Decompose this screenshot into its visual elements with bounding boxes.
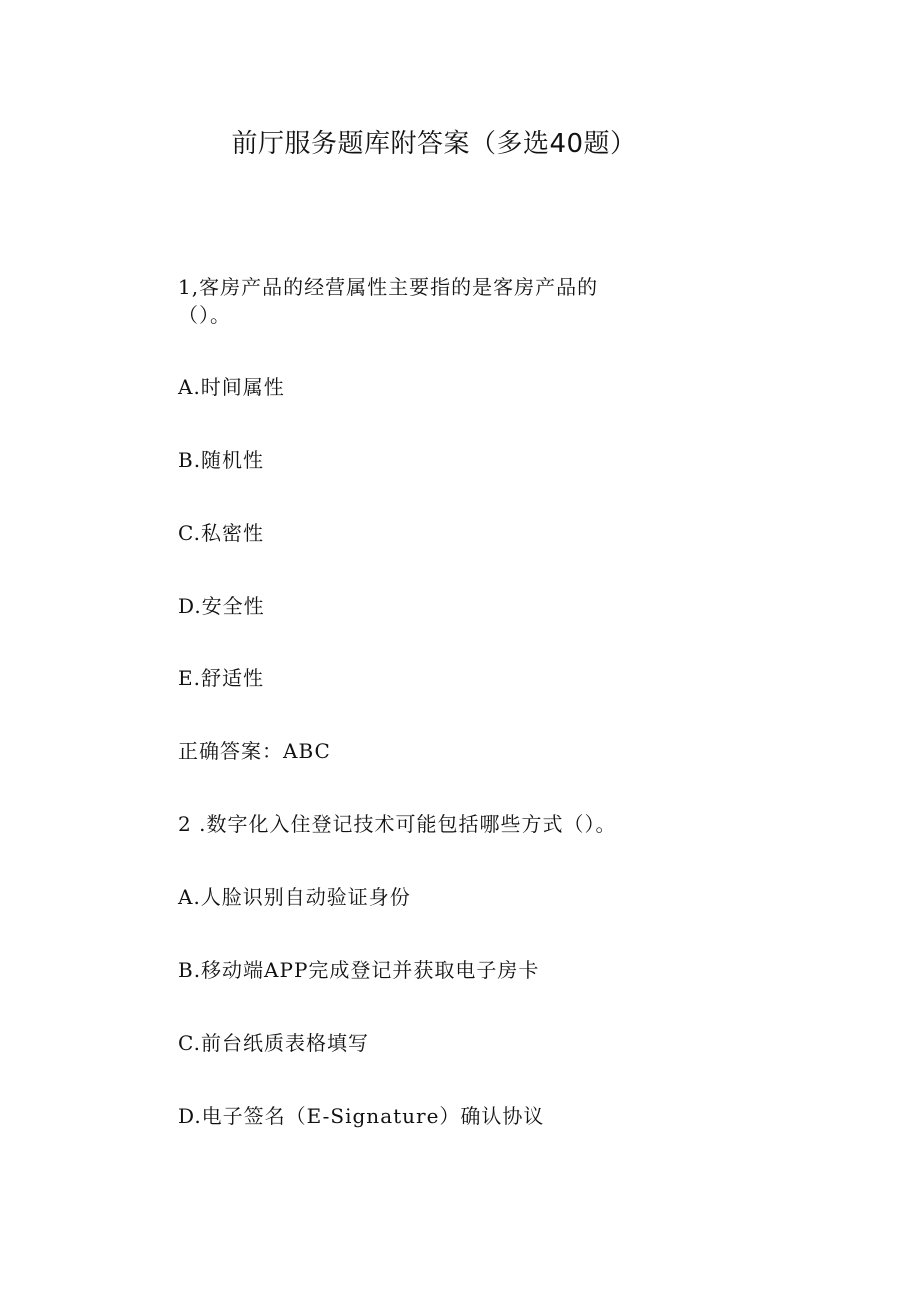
question-2-stem: 2 .数字化入住登记技术可能包括哪些方式（）。 xyxy=(178,812,617,836)
question-2-option-c: C.前台纸质表格填写 xyxy=(178,1031,369,1055)
document-title: 前厅服务题库附答案（多选40题） xyxy=(231,129,637,159)
question-1-option-e: E.舒适性 xyxy=(178,666,264,690)
question-1-option-d: D.安全性 xyxy=(178,594,265,618)
question-1-option-c: C.私密性 xyxy=(178,521,264,545)
question-2-option-b: B.移动端APP完成登记并获取电子房卡 xyxy=(178,958,540,982)
question-2-option-d: D.电子签名（E-Signature）确认协议 xyxy=(178,1104,545,1128)
question-2-option-a: A.人脸识别自动验证身份 xyxy=(178,885,411,909)
question-1-stem-line-2: （）。 xyxy=(178,303,231,327)
question-1-option-a: A.时间属性 xyxy=(178,375,285,399)
question-1-option-b: B.随机性 xyxy=(178,448,265,472)
question-1-answer: 正确答案：ABC xyxy=(178,739,331,763)
question-1-stem-line-1: 1,客房产品的经营属性主要指的是客房产品的 xyxy=(178,275,599,299)
